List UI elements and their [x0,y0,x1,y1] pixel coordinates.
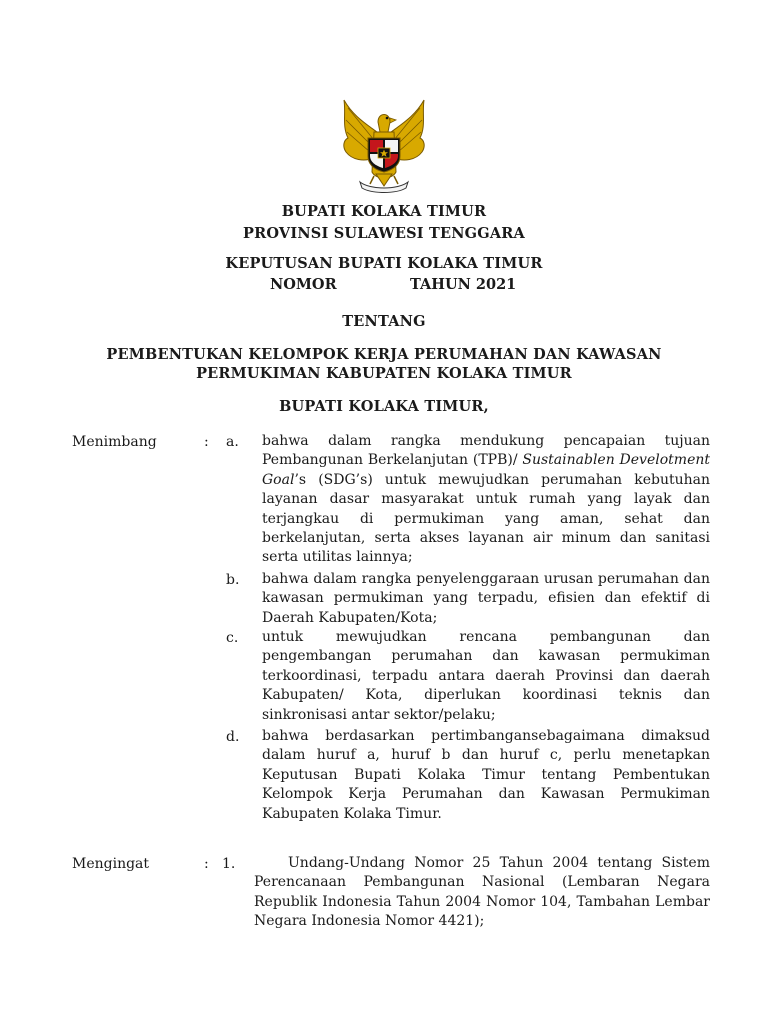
menimbang-colon: : [204,434,209,450]
menimbang-item-d: bahwa berdasarkan pertimbangansebagaimana dimaksud dalam huruf a, huruf b dan huruf c, perlu menetapkan Keputusan Bupati Kolaka Timur tentang Pembentukan Kelompok Kerja Perumahan dan Kawasan Permukiman Kabupaten Kolaka Timur. [262,728,710,822]
org-line-2: PROVINSI SULAWESI TENGGARA [242,225,525,242]
org-line-1: BUPATI KOLAKA TIMUR [281,203,487,220]
shield [368,138,400,172]
subject-line-2: PERMUKIMAN KABUPATEN KOLAKA TIMUR [196,365,572,382]
item-a-italic: Sustainablen Develotment Goal [262,452,710,488]
item-a-text-1: bahwa dalam rangka mendukung pencapaian tujuan Pembangunan Berkelanjutan (TPB)/ [262,433,710,469]
item-a-text-2: ’s (SDG’s) untuk mewujudkan perumahan kebutuhan layanan dasar masyarakat untuk rumah yang layak dan terjangkau di permukiman yang aman, sehat dan berkelanjutan, serta akses layanan air minum dan sanitasi serta utilitas lainnya; [262,471,710,566]
menimbang-marker-c: c. [226,630,239,646]
tahun-label: TAHUN 2021 [410,276,517,293]
menimbang-label: Menimbang [72,434,157,450]
mengingat-marker-1: 1. [222,856,236,872]
menimbang-marker-b: b. [226,572,240,588]
issuer-heading: BUPATI KOLAKA TIMUR, [279,398,489,415]
tentang-heading: TENTANG [342,313,426,330]
menimbang-marker-d: d. [226,729,240,745]
subject-line-1: PEMBENTUKAN KELOMPOK KERJA PERUMAHAN DAN KAWASAN [106,346,662,363]
mengingat-item-1: Undang-Undang Nomor 25 Tahun 2004 tentang Sistem Perencanaan Pembangunan Nasional (Lembaran Negara Republik Indonesia Tahun 2004 Nomor 104, Tambahan Lembar Negara Indonesia Nomor 4421); [254,855,710,930]
menimbang-marker-a: a. [226,434,239,450]
mengingat-label: Mengingat [72,856,150,872]
mengingat-colon: : [204,856,209,872]
menimbang-item-b: bahwa dalam rangka penyelenggaraan urusan perumahan dan kawasan permukiman yang terpadu, efisien dan efektif di Daerah Kabupaten/Kota; [262,571,710,626]
decree-title: KEPUTUSAN BUPATI KOLAKA TIMUR [225,255,543,272]
menimbang-item-a [262,432,710,568]
garuda-head [378,115,390,133]
garuda-pancasila-emblem [334,96,434,196]
menimbang-item-c: untuk mewujudkan rencana pembangunan dan pengembangan perumahan dan kawasan permukiman terkoordinasi, terpadu antara daerah Provinsi dan daerah Kabupaten/ Kota, diperlukan koordinasi teknis dan sinkronisasi antar sektor/pelaku; [262,629,710,723]
nomor-label: NOMOR [270,276,337,293]
